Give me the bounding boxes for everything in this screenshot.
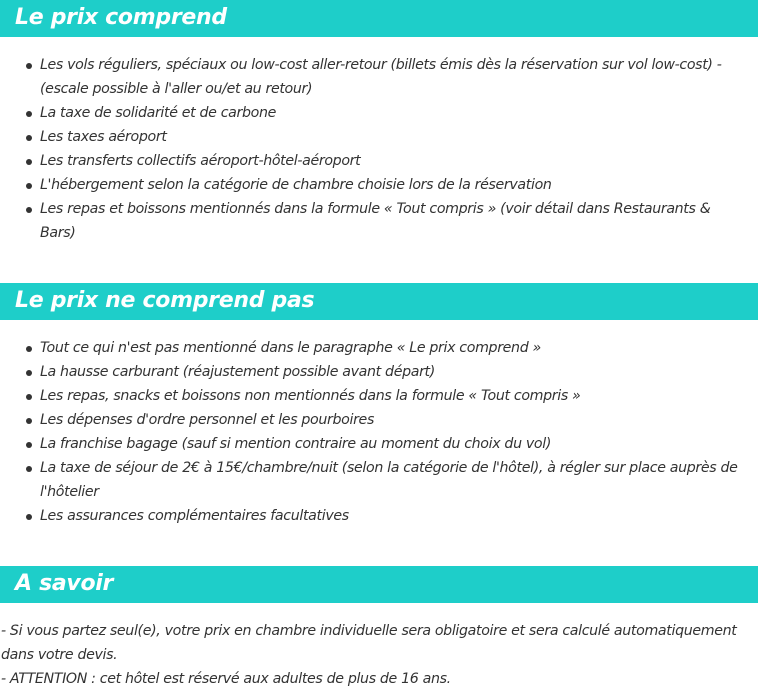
list-item	[0, 173, 758, 197]
bullet-icon	[26, 159, 32, 165]
list-item-text: Tout ce qui n'est pas mentionné dans le paragraphe « Le prix comprend »	[40, 340, 541, 356]
list-item	[0, 149, 758, 173]
note-paragraph: - Si vous partez seul(e), votre prix en chambre individuelle sera obligatoire et sera calculé automatiquement dans votre devis.	[1, 623, 737, 663]
bullet-icon	[26, 346, 32, 352]
list-item	[0, 125, 758, 149]
bullet-icon	[26, 207, 32, 213]
list-item-text: La hausse carburant (réajustement possible avant départ)	[40, 364, 435, 380]
bullet-icon	[26, 370, 32, 376]
list-item	[0, 101, 758, 125]
list-item-text: La franchise bagage (sauf si mention contraire au moment du choix du vol)	[40, 436, 552, 452]
bullet-icon	[26, 466, 32, 472]
list-item	[0, 456, 758, 504]
section-title: A savoir	[15, 571, 114, 596]
list-item	[0, 53, 758, 101]
bullet-icon	[26, 394, 32, 400]
list-item-text: Les vols réguliers, spéciaux ou low-cost aller-retour (billets émis dès la réservation sur vol low-cost) - (escale possible à l'aller ou/et au retour)	[40, 57, 722, 97]
list-item-text: Les dépenses d'ordre personnel et les pourboires	[40, 412, 374, 428]
bullet-icon	[26, 442, 32, 448]
bullet-icon	[26, 418, 32, 424]
included-list	[0, 37, 758, 245]
notes-block	[0, 603, 758, 691]
bullet-icon	[26, 111, 32, 117]
list-item-text: Les repas et boissons mentionnés dans la formule « Tout compris » (voir détail dans Restaurants & Bars)	[40, 201, 711, 241]
list-item	[0, 360, 758, 384]
section-header-prix-ne-comprend-pas	[0, 283, 758, 320]
section-header-prix-comprend	[0, 0, 758, 37]
bullet-icon	[26, 63, 32, 69]
list-item-text: Les transferts collectifs aéroport-hôtel-aéroport	[40, 153, 361, 169]
list-item-text: Les taxes aéroport	[40, 129, 167, 145]
list-item-text: Les repas, snacks et boissons non mentionnés dans la formule « Tout compris »	[40, 388, 581, 404]
bullet-icon	[26, 135, 32, 141]
note-paragraph: - ATTENTION : cet hôtel est réservé aux adultes de plus de 16 ans.	[1, 671, 451, 687]
list-item	[0, 336, 758, 360]
list-item-text: La taxe de séjour de 2€ à 15€/chambre/nuit (selon la catégorie de l'hôtel), à régler sur place auprès de l'hôtelier	[40, 460, 738, 500]
section-title: Le prix ne comprend pas	[15, 288, 315, 313]
section-title: Le prix comprend	[15, 5, 227, 30]
list-item	[0, 408, 758, 432]
section-header-a-savoir	[0, 566, 758, 603]
list-item	[0, 432, 758, 456]
list-item	[0, 384, 758, 408]
excluded-list	[0, 320, 758, 528]
bullet-icon	[26, 183, 32, 189]
list-item	[0, 197, 758, 245]
list-item-text: La taxe de solidarité et de carbone	[40, 105, 277, 121]
list-item-text: Les assurances complémentaires facultatives	[40, 508, 349, 524]
list-item	[0, 504, 758, 528]
list-item-text: L'hébergement selon la catégorie de chambre choisie lors de la réservation	[40, 177, 552, 193]
bullet-icon	[26, 514, 32, 520]
